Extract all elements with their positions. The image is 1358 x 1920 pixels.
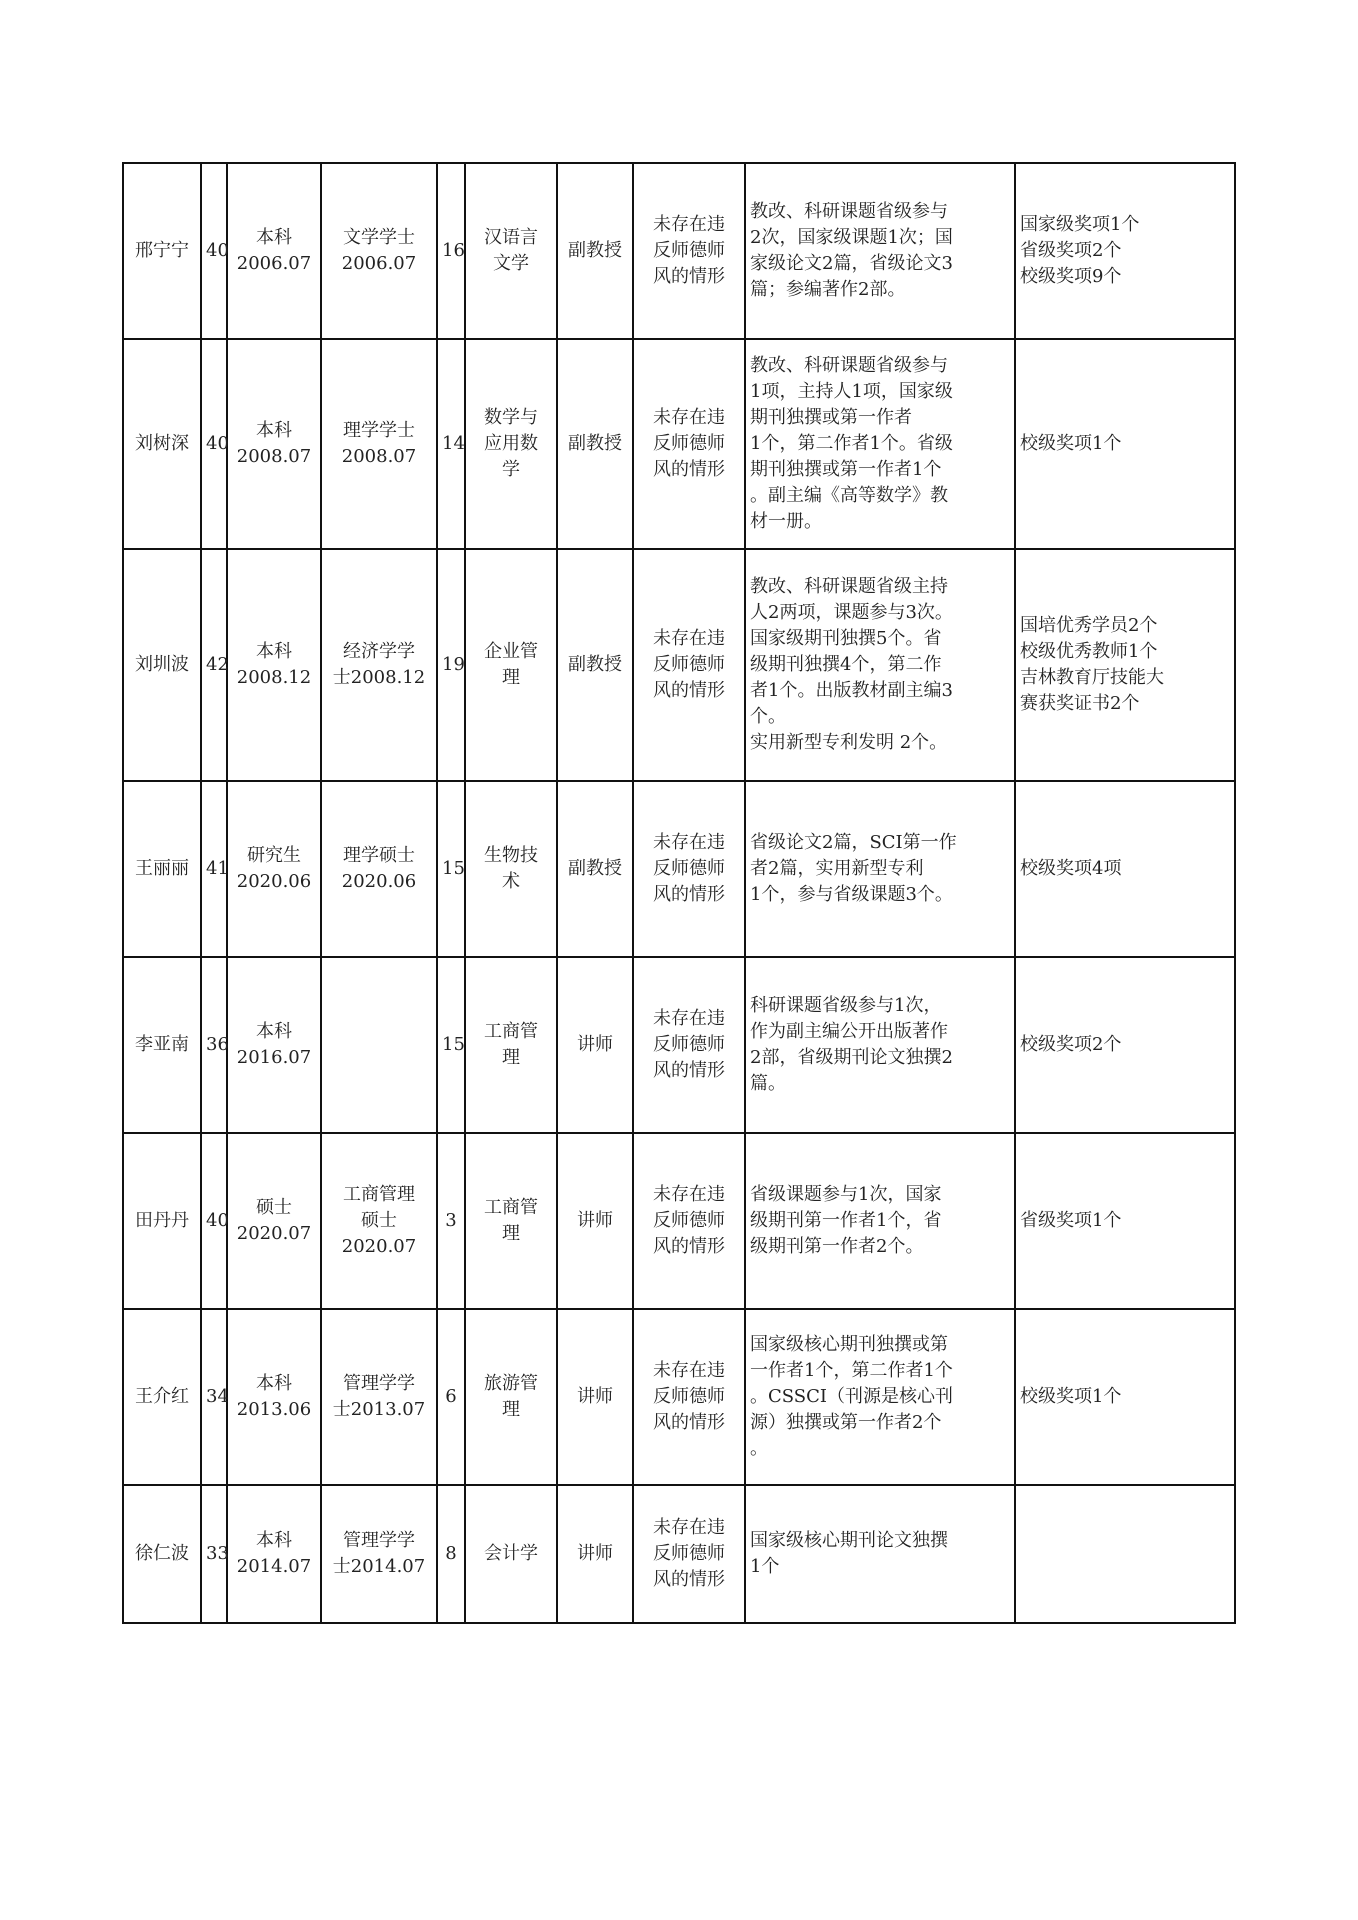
research-cell: 国家级核心期刊论文独撰 1个 xyxy=(745,1485,1015,1623)
staff-table xyxy=(122,162,1236,1624)
table-row xyxy=(123,1485,1235,1623)
degree-cell: 理学学士 2008.07 xyxy=(321,339,437,549)
table-body xyxy=(123,163,1235,1623)
education-cell: 本科 2008.07 xyxy=(227,339,321,549)
ethics-cell: 未存在违 反师德师 风的情形 xyxy=(633,549,745,781)
title-cell: 讲师 xyxy=(557,1485,633,1623)
ethics-cell: 未存在违 反师德师 风的情形 xyxy=(633,163,745,339)
research-cell: 国家级核心期刊独撰或第 一作者1个，第二作者1个 。CSSCI（刊源是核心刊 源）独撰或第一作者2个 。 xyxy=(745,1309,1015,1485)
research-cell: 科研课题省级参与1次， 作为副主编公开出版著作 2部，省级期刊论文独撰2 篇。 xyxy=(745,957,1015,1133)
awards-cell: 校级奖项1个 xyxy=(1015,1309,1235,1485)
title-cell: 讲师 xyxy=(557,1309,633,1485)
years-cell: 15 xyxy=(437,781,465,957)
degree-cell: 理学硕士 2020.06 xyxy=(321,781,437,957)
years-cell: 16 xyxy=(437,163,465,339)
degree-cell xyxy=(321,957,437,1133)
major-cell: 会计学 xyxy=(465,1485,557,1623)
awards-cell: 校级奖项4项 xyxy=(1015,781,1235,957)
age-cell: 41 xyxy=(201,781,227,957)
degree-cell: 文学学士 2006.07 xyxy=(321,163,437,339)
ethics-cell: 未存在违 反师德师 风的情形 xyxy=(633,781,745,957)
name-cell: 王介红 xyxy=(123,1309,201,1485)
title-cell: 副教授 xyxy=(557,781,633,957)
major-cell: 工商管 理 xyxy=(465,957,557,1133)
ethics-cell: 未存在违 反师德师 风的情形 xyxy=(633,957,745,1133)
name-cell: 刘圳波 xyxy=(123,549,201,781)
awards-cell: 校级奖项2个 xyxy=(1015,957,1235,1133)
education-cell: 本科 2016.07 xyxy=(227,957,321,1133)
awards-cell: 校级奖项1个 xyxy=(1015,339,1235,549)
education-cell: 研究生 2020.06 xyxy=(227,781,321,957)
awards-cell: 省级奖项1个 xyxy=(1015,1133,1235,1309)
degree-cell: 管理学学 士2013.07 xyxy=(321,1309,437,1485)
years-cell: 15 xyxy=(437,957,465,1133)
age-cell: 36 xyxy=(201,957,227,1133)
major-cell: 生物技 术 xyxy=(465,781,557,957)
degree-cell: 工商管理 硕士 2020.07 xyxy=(321,1133,437,1309)
major-cell: 汉语言 文学 xyxy=(465,163,557,339)
table-row xyxy=(123,957,1235,1133)
major-cell: 企业管 理 xyxy=(465,549,557,781)
title-cell: 讲师 xyxy=(557,1133,633,1309)
table-row xyxy=(123,163,1235,339)
education-cell: 本科 2014.07 xyxy=(227,1485,321,1623)
name-cell: 田丹丹 xyxy=(123,1133,201,1309)
education-cell: 硕士 2020.07 xyxy=(227,1133,321,1309)
ethics-cell: 未存在违 反师德师 风的情形 xyxy=(633,339,745,549)
years-cell: 14 xyxy=(437,339,465,549)
age-cell: 34 xyxy=(201,1309,227,1485)
name-cell: 邢宁宁 xyxy=(123,163,201,339)
age-cell: 40 xyxy=(201,339,227,549)
awards-cell: 国家级奖项1个 省级奖项2个 校级奖项9个 xyxy=(1015,163,1235,339)
name-cell: 王丽丽 xyxy=(123,781,201,957)
ethics-cell: 未存在违 反师德师 风的情形 xyxy=(633,1485,745,1623)
ethics-cell: 未存在违 反师德师 风的情形 xyxy=(633,1133,745,1309)
education-cell: 本科 2013.06 xyxy=(227,1309,321,1485)
research-cell: 省级课题参与1次，国家 级期刊第一作者1个，省 级期刊第一作者2个。 xyxy=(745,1133,1015,1309)
age-cell: 42 xyxy=(201,549,227,781)
years-cell: 3 xyxy=(437,1133,465,1309)
research-cell: 省级论文2篇，SCI第一作 者2篇，实用新型专利 1个，参与省级课题3个。 xyxy=(745,781,1015,957)
major-cell: 数学与 应用数 学 xyxy=(465,339,557,549)
name-cell: 刘树深 xyxy=(123,339,201,549)
name-cell: 李亚南 xyxy=(123,957,201,1133)
research-cell: 教改、科研课题省级参与 1项，主持人1项，国家级 期刊独撰或第一作者 1个，第二作者1个。省级 期刊独撰或第一作者1个 。副主编《高等数学》教 材一册。 xyxy=(745,339,1015,549)
awards-cell: 国培优秀学员2个 校级优秀教师1个 吉林教育厅技能大 赛获奖证书2个 xyxy=(1015,549,1235,781)
table-row xyxy=(123,339,1235,549)
table-row xyxy=(123,1133,1235,1309)
age-cell: 40 xyxy=(201,163,227,339)
title-cell: 副教授 xyxy=(557,549,633,781)
degree-cell: 经济学学 士2008.12 xyxy=(321,549,437,781)
table-row xyxy=(123,549,1235,781)
years-cell: 19 xyxy=(437,549,465,781)
title-cell: 讲师 xyxy=(557,957,633,1133)
years-cell: 8 xyxy=(437,1485,465,1623)
ethics-cell: 未存在违 反师德师 风的情形 xyxy=(633,1309,745,1485)
major-cell: 旅游管 理 xyxy=(465,1309,557,1485)
age-cell: 40 xyxy=(201,1133,227,1309)
education-cell: 本科 2008.12 xyxy=(227,549,321,781)
title-cell: 副教授 xyxy=(557,339,633,549)
awards-cell xyxy=(1015,1485,1235,1623)
age-cell: 33 xyxy=(201,1485,227,1623)
table-row xyxy=(123,1309,1235,1485)
name-cell: 徐仁波 xyxy=(123,1485,201,1623)
research-cell: 教改、科研课题省级主持 人2两项，课题参与3次。 国家级期刊独撰5个。省 级期刊独撰4个，第二作 者1个。出版教材副主编3 个。 实用新型专利发明 2个。 xyxy=(745,549,1015,781)
years-cell: 6 xyxy=(437,1309,465,1485)
table-row xyxy=(123,781,1235,957)
title-cell: 副教授 xyxy=(557,163,633,339)
research-cell: 教改、科研课题省级参与 2次，国家级课题1次；国 家级论文2篇，省级论文3 篇；参编著作2部。 xyxy=(745,163,1015,339)
education-cell: 本科 2006.07 xyxy=(227,163,321,339)
major-cell: 工商管 理 xyxy=(465,1133,557,1309)
degree-cell: 管理学学 士2014.07 xyxy=(321,1485,437,1623)
